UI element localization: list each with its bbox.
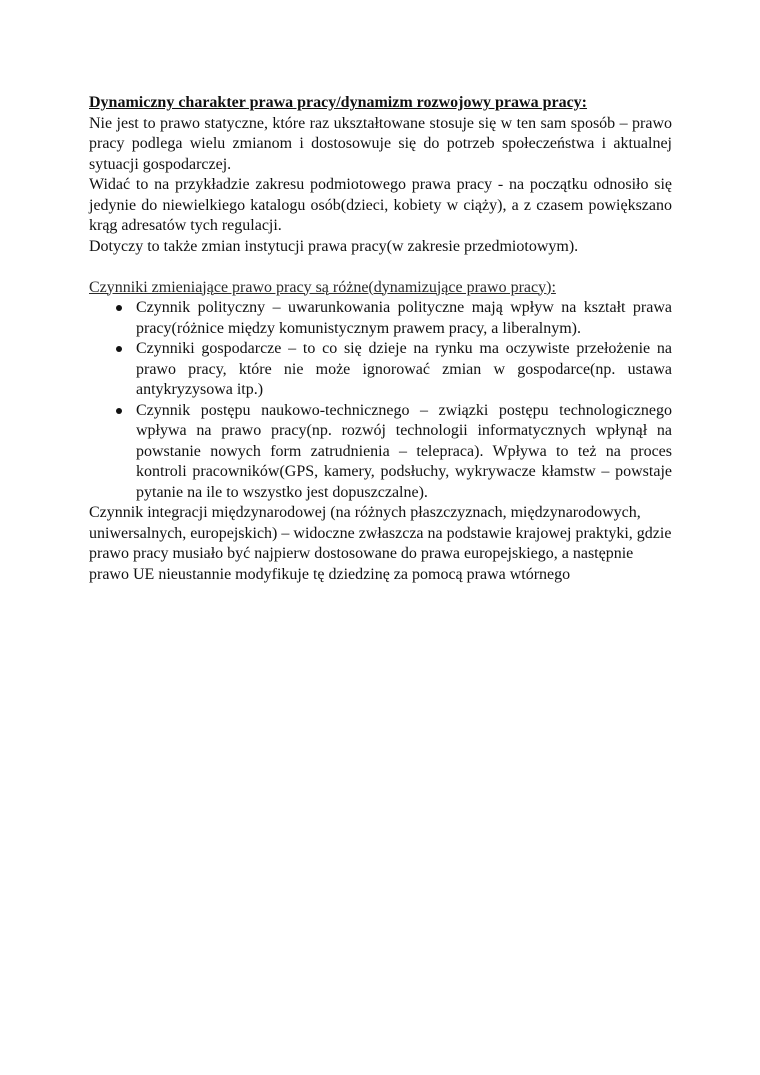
list-item-economic [89,339,672,401]
paragraph-object-scope: Dotyczy to także zmian instytucji prawa pracy(w zakresie przedmiotowym). [89,237,579,255]
paragraph-static-nature: Nie jest to prawo statyczne, które raz ukształtowane stosuje się w ten sam sposób – prawo pracy podlega wielu zmianom i dostosowuje się do potrzeb społeczeństwa i aktualnej sytuacji gospodarczej. [89,114,672,173]
list-item-text: Czynniki gospodarcze – to co się dzieje na rynku ma oczywiste przełożenie na prawo pracy, które nie może ignorować zmian w gospodarce(np. ustawa antykryzysowa itp.) [136,340,672,398]
section-heading: Dynamiczny charakter prawa pracy/dynamizm rozwojowy prawa pracy: [89,94,588,111]
factors-heading: Czynniki zmieniające prawo pracy są różne(dynamizujące prawo pracy): [89,278,556,296]
bullet-icon [116,305,122,311]
bullet-icon [116,346,122,352]
paragraph-subject-scope: Widać to na przykładzie zakresu podmiotowego prawa pracy - na początku odnosiło się jedynie do niewielkiego katalogu osób(dzieci, kobiety w ciąży), a z czasem powiększano krąg adresatów tych regulacji. [89,176,672,234]
factors-list [89,298,672,503]
document-page [89,93,672,585]
blank-line [89,257,672,278]
list-item-text: Czynnik polityczny – uwarunkowania polityczne mają wpływ na kształt prawa pracy(różnice między komunistycznym prawem pracy, a liberalnym). [136,299,672,337]
list-item-technological [89,401,672,504]
bullet-icon [116,408,122,414]
paragraph-integration: Czynnik integracji międzynarodowej (na różnych płaszczyznach, międzynarodowych, uniwersalnych, europejskich) – widoczne zwłaszcza na podstawie krajowej praktyki, gdzie prawo pracy musiało być najpierw dostosowane do prawa europejskiego, a następnie prawo UE nieustannie modyfikuje tę dziedzinę za pomocą prawa wtórnego [89,504,672,583]
list-item-text: Czynnik postępu naukowo-technicznego – związki postępu technologicznego wpływa na prawo pracy(np. rozwój technologii informatycznych wpłynął na powstanie nowych form zatrudnienia – telepraca). Wpływa to też na proces kontroli pracowników(GPS, kamery, podsłuchy, wykrywacze kłamstw – powstaje pytanie na ile to wszystko jest dopuszczalne). [136,401,672,501]
list-item-political [89,298,672,339]
